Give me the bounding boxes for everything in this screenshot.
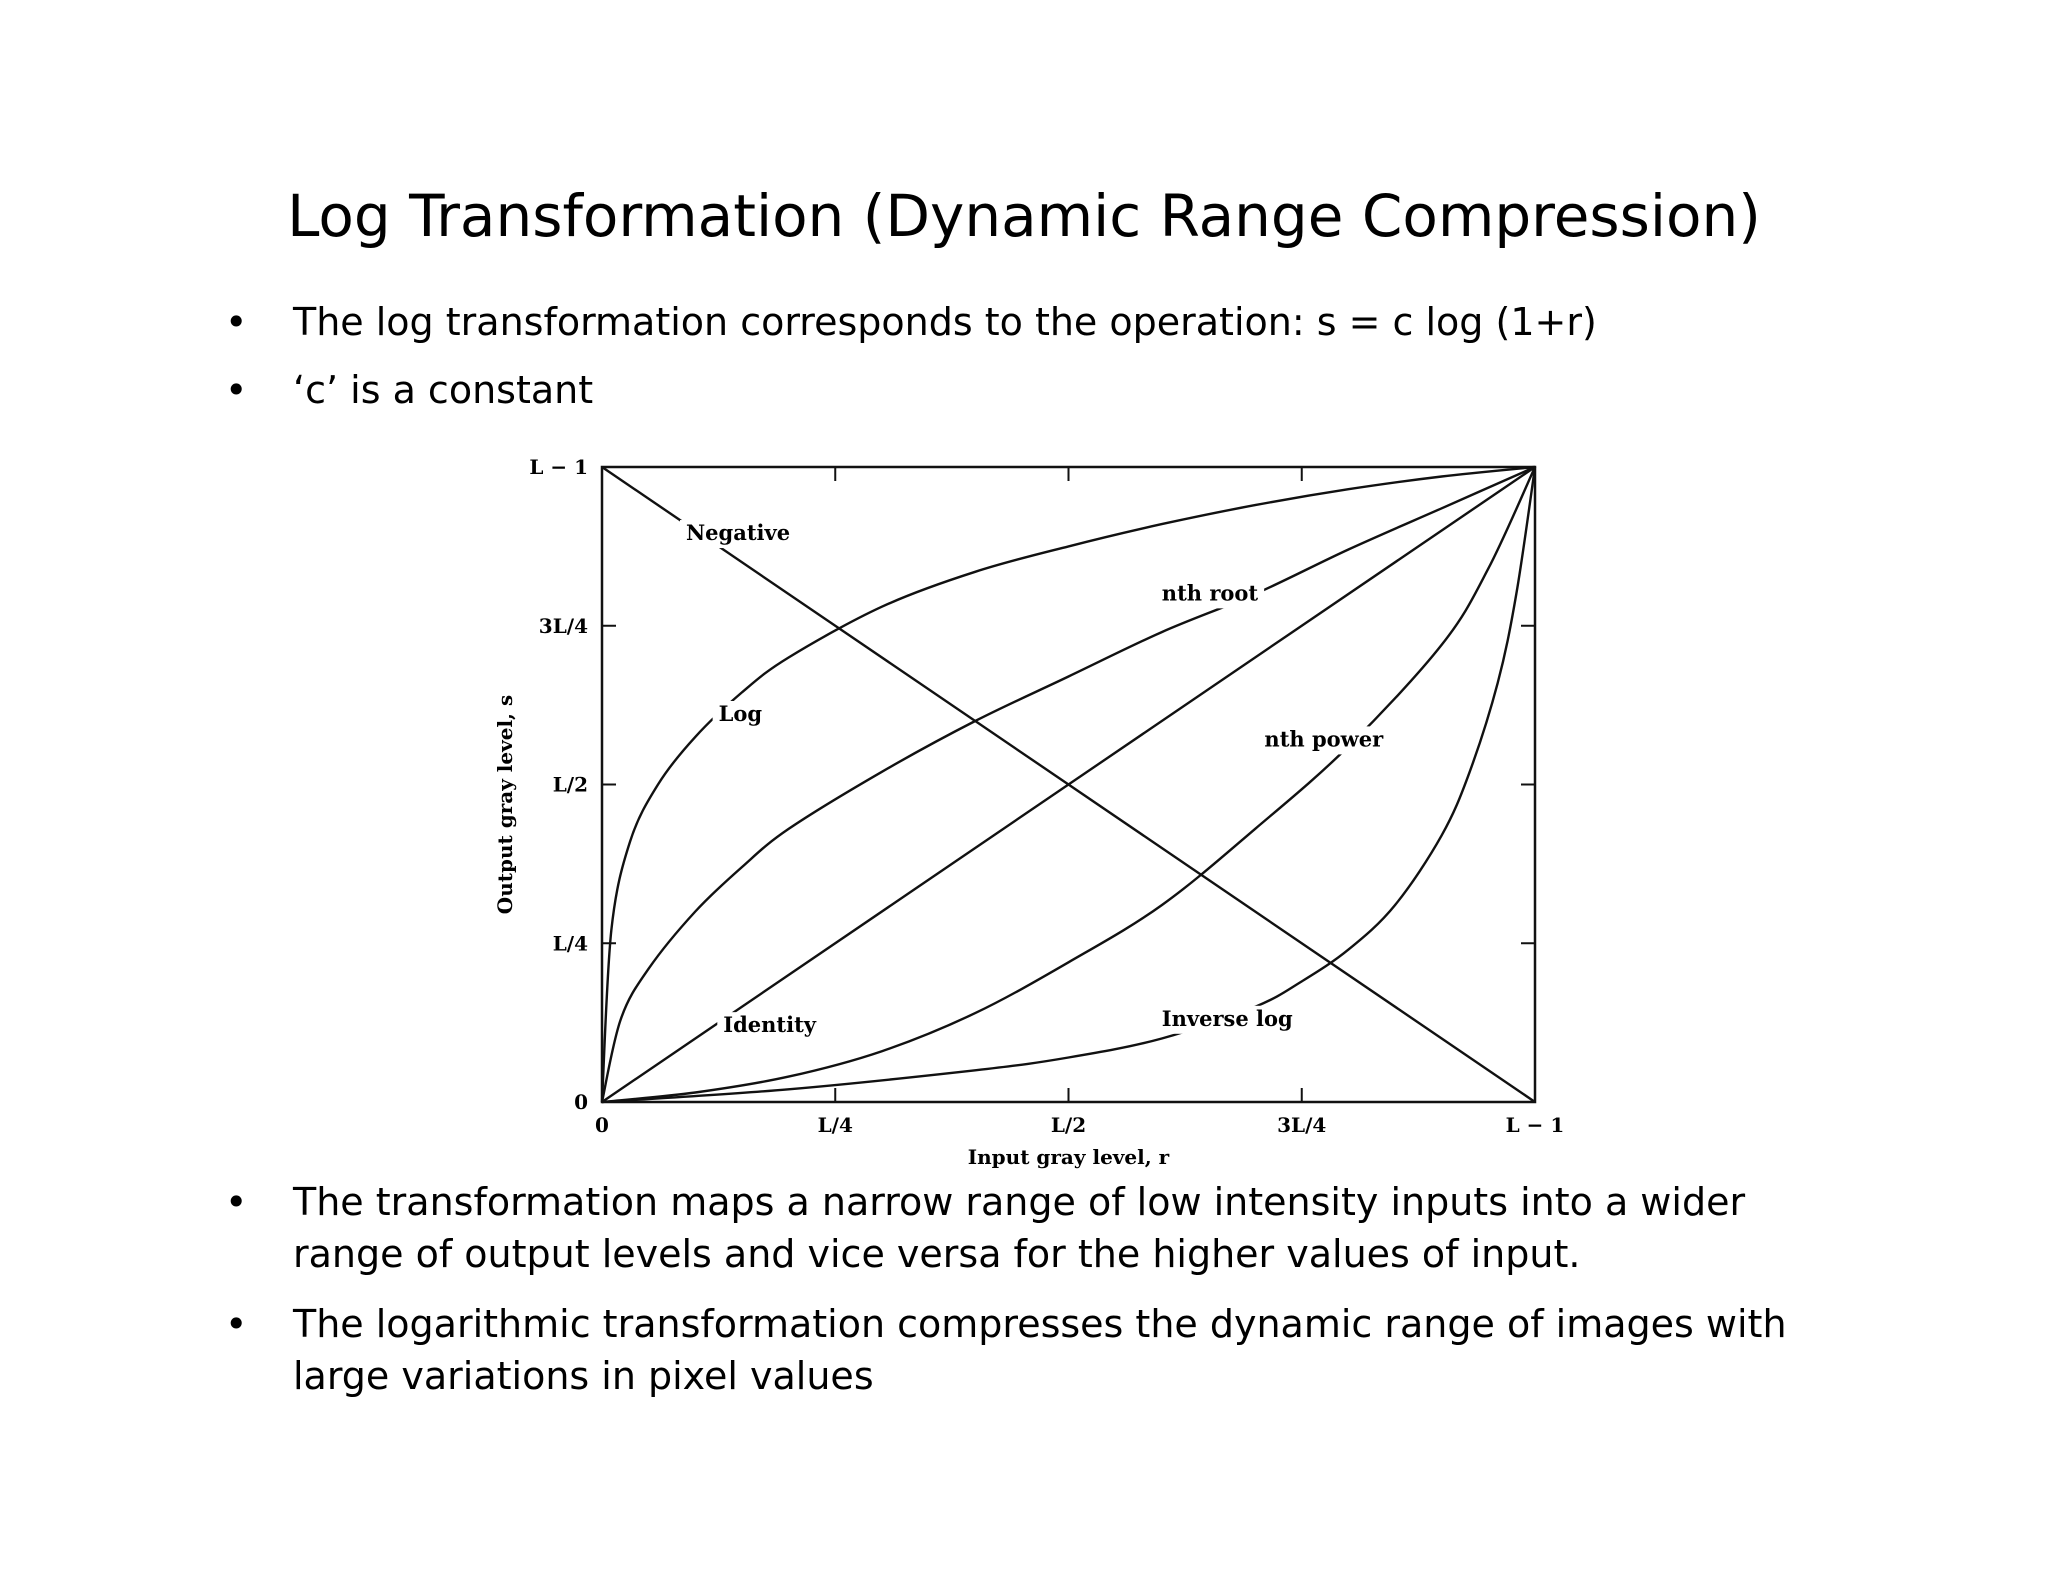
- x-tick-label: L − 1: [1505, 1113, 1565, 1137]
- y-tick-label: 0: [574, 1090, 588, 1114]
- y-tick-label: L/2: [552, 772, 588, 797]
- bullet-dot: •: [225, 1302, 248, 1346]
- bullet-text-line: large variations in pixel values: [293, 1354, 874, 1398]
- bullet-text: [293, 1176, 1843, 1280]
- y-axis-label: Output gray level, s: [493, 694, 517, 915]
- bullet-text-line: The transformation maps a narrow range of low intensity inputs into a wider: [293, 1180, 1746, 1224]
- slide-title: Log Transformation (Dynamic Range Compression): [287, 182, 1761, 250]
- x-tick-label: L/4: [817, 1113, 853, 1137]
- series-label-identity: Identity: [723, 1012, 817, 1038]
- series-label-nth-power: nth power: [1264, 726, 1384, 752]
- bullet-text: The log transformation corresponds to the operation: s = c log (1+r): [293, 300, 1597, 344]
- series-label-nth-root: nth root: [1161, 580, 1259, 606]
- x-axis-label: Input gray level, r: [967, 1145, 1170, 1169]
- bullet-dot: •: [225, 300, 248, 344]
- series-label-negative: Negative: [685, 520, 791, 546]
- bullet-text-line: range of output levels and vice versa for the higher values of input.: [293, 1232, 1581, 1276]
- y-tick-label: L − 1: [529, 455, 588, 479]
- bullet-text-line: The logarithmic transformation compresses the dynamic range of images with: [293, 1302, 1787, 1346]
- x-tick-label: 0: [595, 1113, 609, 1137]
- series-label-inverse-log: Inverse log: [1161, 1005, 1293, 1031]
- bullet-dot: •: [225, 368, 248, 412]
- axis-ticks: [529, 455, 1564, 1137]
- series-labels: [680, 520, 1389, 1040]
- series-label-log: Log: [718, 701, 763, 726]
- x-tick-label: L/2: [1050, 1113, 1087, 1137]
- chart-svg: [470, 450, 1570, 1170]
- transformation-chart: [470, 450, 1570, 1170]
- y-tick-label: L/4: [552, 931, 588, 956]
- bullet-text: ‘c’ is a constant: [293, 368, 594, 412]
- bullet-text: [293, 1298, 1843, 1402]
- bullet-dot: •: [225, 1180, 248, 1224]
- x-tick-label: 3L/4: [1277, 1113, 1327, 1137]
- y-tick-label: 3L/4: [538, 613, 588, 638]
- series-lines: [602, 467, 1535, 1102]
